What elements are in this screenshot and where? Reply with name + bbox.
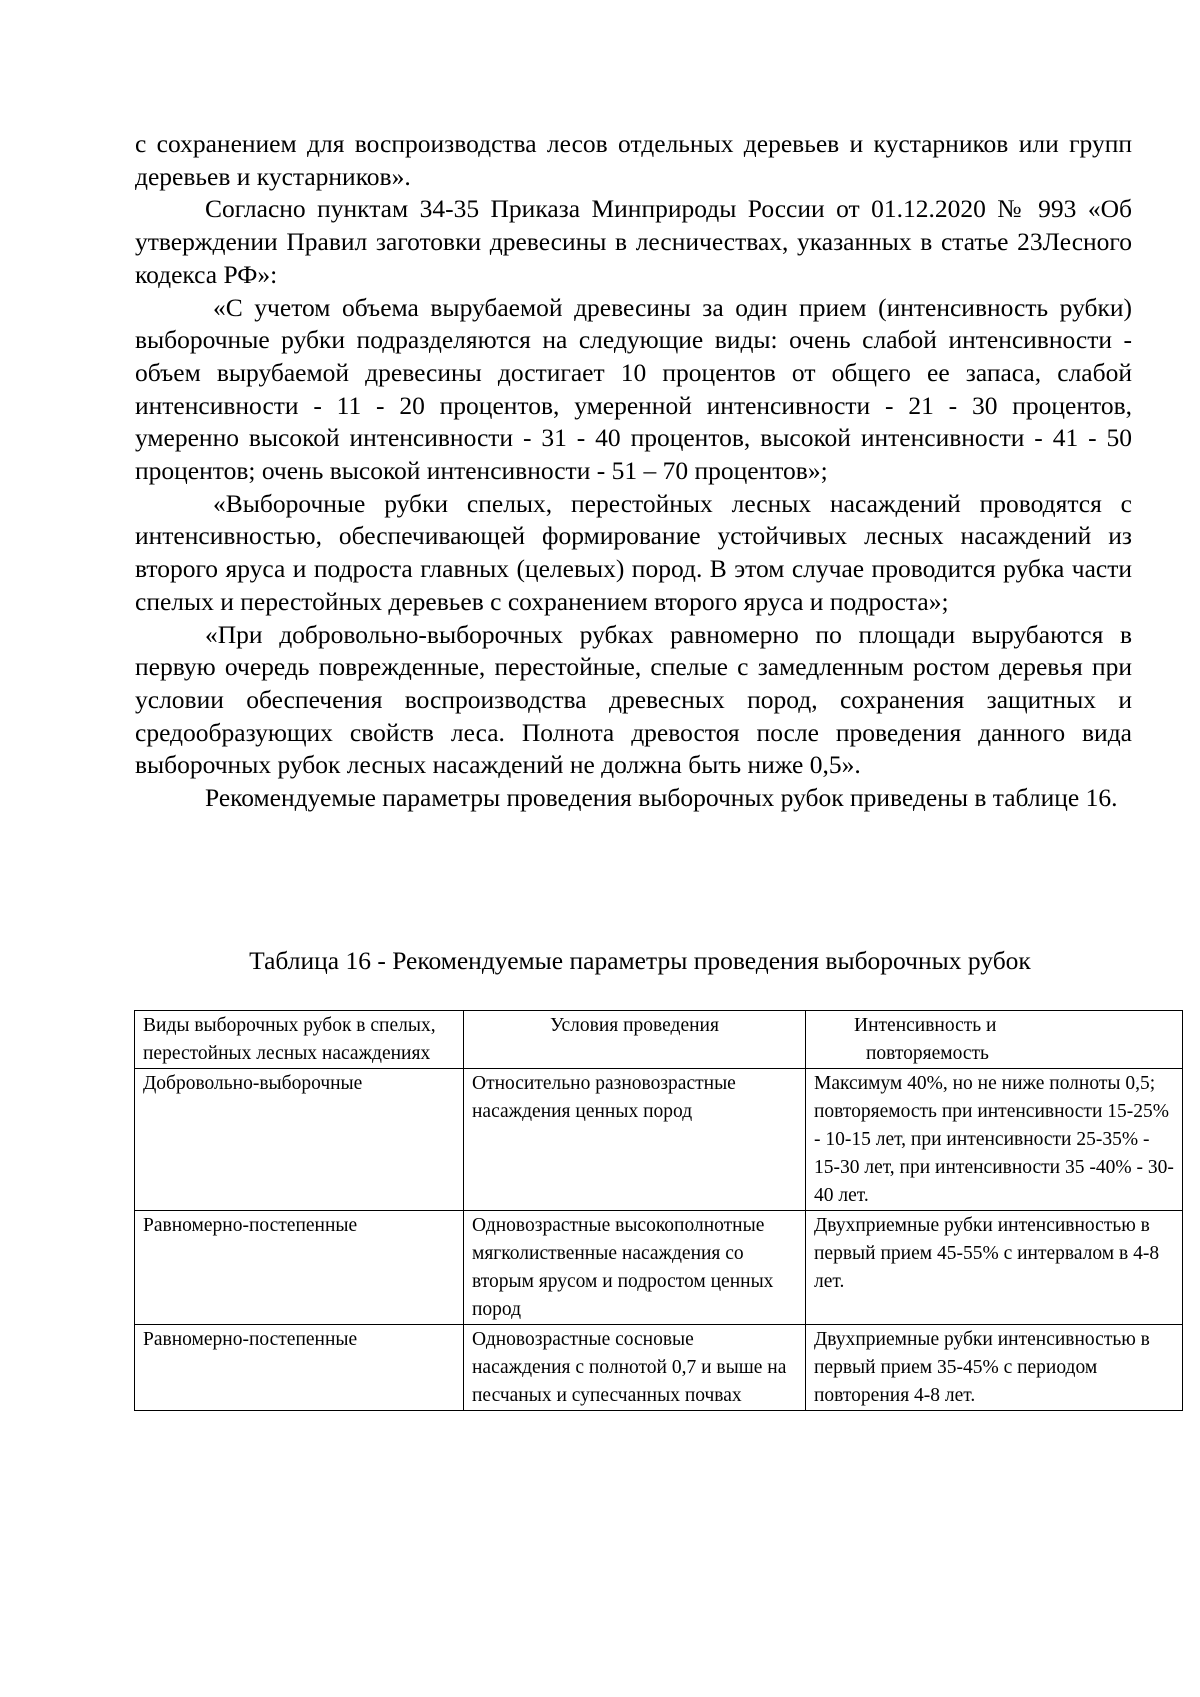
parameters-table <box>134 1010 1183 1411</box>
header-cell-conditions: Условия проведения <box>464 1011 806 1069</box>
cell-conditions: Одновозрастные высокополнотные мягколиственные насаждения со вторым ярусом и подростом ценных пород <box>464 1211 806 1325</box>
header-cell-intensity <box>806 1011 1183 1069</box>
paragraph-order-reference: Согласно пунктам 34-35 Приказа Минприроды России от 01.12.2020 № 993 «Об утверждении Правил заготовки древесины в лесничествах, указанных в статье 23Лесного кодекса РФ»: <box>135 194 1132 289</box>
header-intensity-line2: повторяемость <box>866 1043 989 1064</box>
table-row <box>135 1211 1183 1325</box>
table-caption: Таблица 16 - Рекомендуемые параметры проведения выборочных рубок <box>249 946 1031 975</box>
table-row <box>135 1069 1183 1211</box>
paragraph-selective-quote: «Выборочные рубки спелых, перестойных лесных насаждений проводятся с интенсивностью, обеспечивающей формирование устойчивых лесных насаждений из второго яруса и подроста главных (целевых) пород. В этом случае проводится рубка части спелых и перестойных деревьев с сохранением второго яруса и подроста»; <box>135 488 1132 616</box>
cell-type: Равномерно-постепенные <box>135 1211 464 1325</box>
paragraph-intensity-quote: «С учетом объема вырубаемой древесины за один прием (интенсивность рубки) выборочные рубки подразделяются на следующие виды: очень слабой интенсивности - объем вырубаемой древесины достигает 10 процентов от общего ее запаса, слабой интенсивности - 11 - 20 процентов, умеренной интенсивности - 21 - 30 процентов, умеренно высокой интенсивности - 31 - 40 процентов, высокой интенсивности - 41 - 50 процентов; очень высокой интенсивности - 51 – 70 процентов»; <box>135 292 1132 486</box>
table-header-row <box>135 1011 1183 1069</box>
paragraph-continuation: с сохранением для воспроизводства лесов отдельных деревьев и кустарников или групп деревьев и кустарников». <box>135 129 1132 191</box>
body-text <box>135 128 1132 815</box>
header-intensity-line1: Интенсивность и <box>854 1015 997 1036</box>
cell-type: Добровольно-выборочные <box>135 1069 464 1211</box>
cell-conditions: Относительно разновозрастные насаждения ценных пород <box>464 1069 806 1211</box>
header-cell-type: Виды выборочных рубок в спелых, перестойных лесных насаждениях <box>135 1011 464 1069</box>
cell-intensity: Двухприемные рубки интенсивностью в первый прием 35-45% с периодом повторения 4-8 лет. <box>806 1325 1183 1411</box>
cell-intensity: Максимум 40%, но не ниже полноты 0,5; повторяемость при интенсивности 15-25% - 10-15 лет, при интенсивности 25-35% - 15-30 лет, при интенсивности 35 -40% - 30-40 лет. <box>806 1069 1183 1211</box>
table-row <box>135 1325 1183 1411</box>
cell-intensity: Двухприемные рубки интенсивностью в первый прием 45-55% с интервалом в 4-8 лет. <box>806 1211 1183 1325</box>
paragraph-voluntary-quote: «При добровольно-выборочных рубках равномерно по площади вырубаются в первую очередь поврежденные, перестойные, спелые с замедленным ростом деревья при условии обеспечения воспроизводства древесных пород, сохранения защитных и средообразующих свойств леса. Полнота древостоя после проведения данного вида выборочных рубок лесных насаждений не должна быть ниже 0,5». <box>135 619 1132 780</box>
paragraph-table-reference: Рекомендуемые параметры проведения выборочных рубок приведены в таблице 16. <box>205 783 1118 813</box>
cell-type: Равномерно-постепенные <box>135 1325 464 1411</box>
cell-conditions: Одновозрастные сосновые насаждения с полнотой 0,7 и выше на песчаных и супесчанных почвах <box>464 1325 806 1411</box>
